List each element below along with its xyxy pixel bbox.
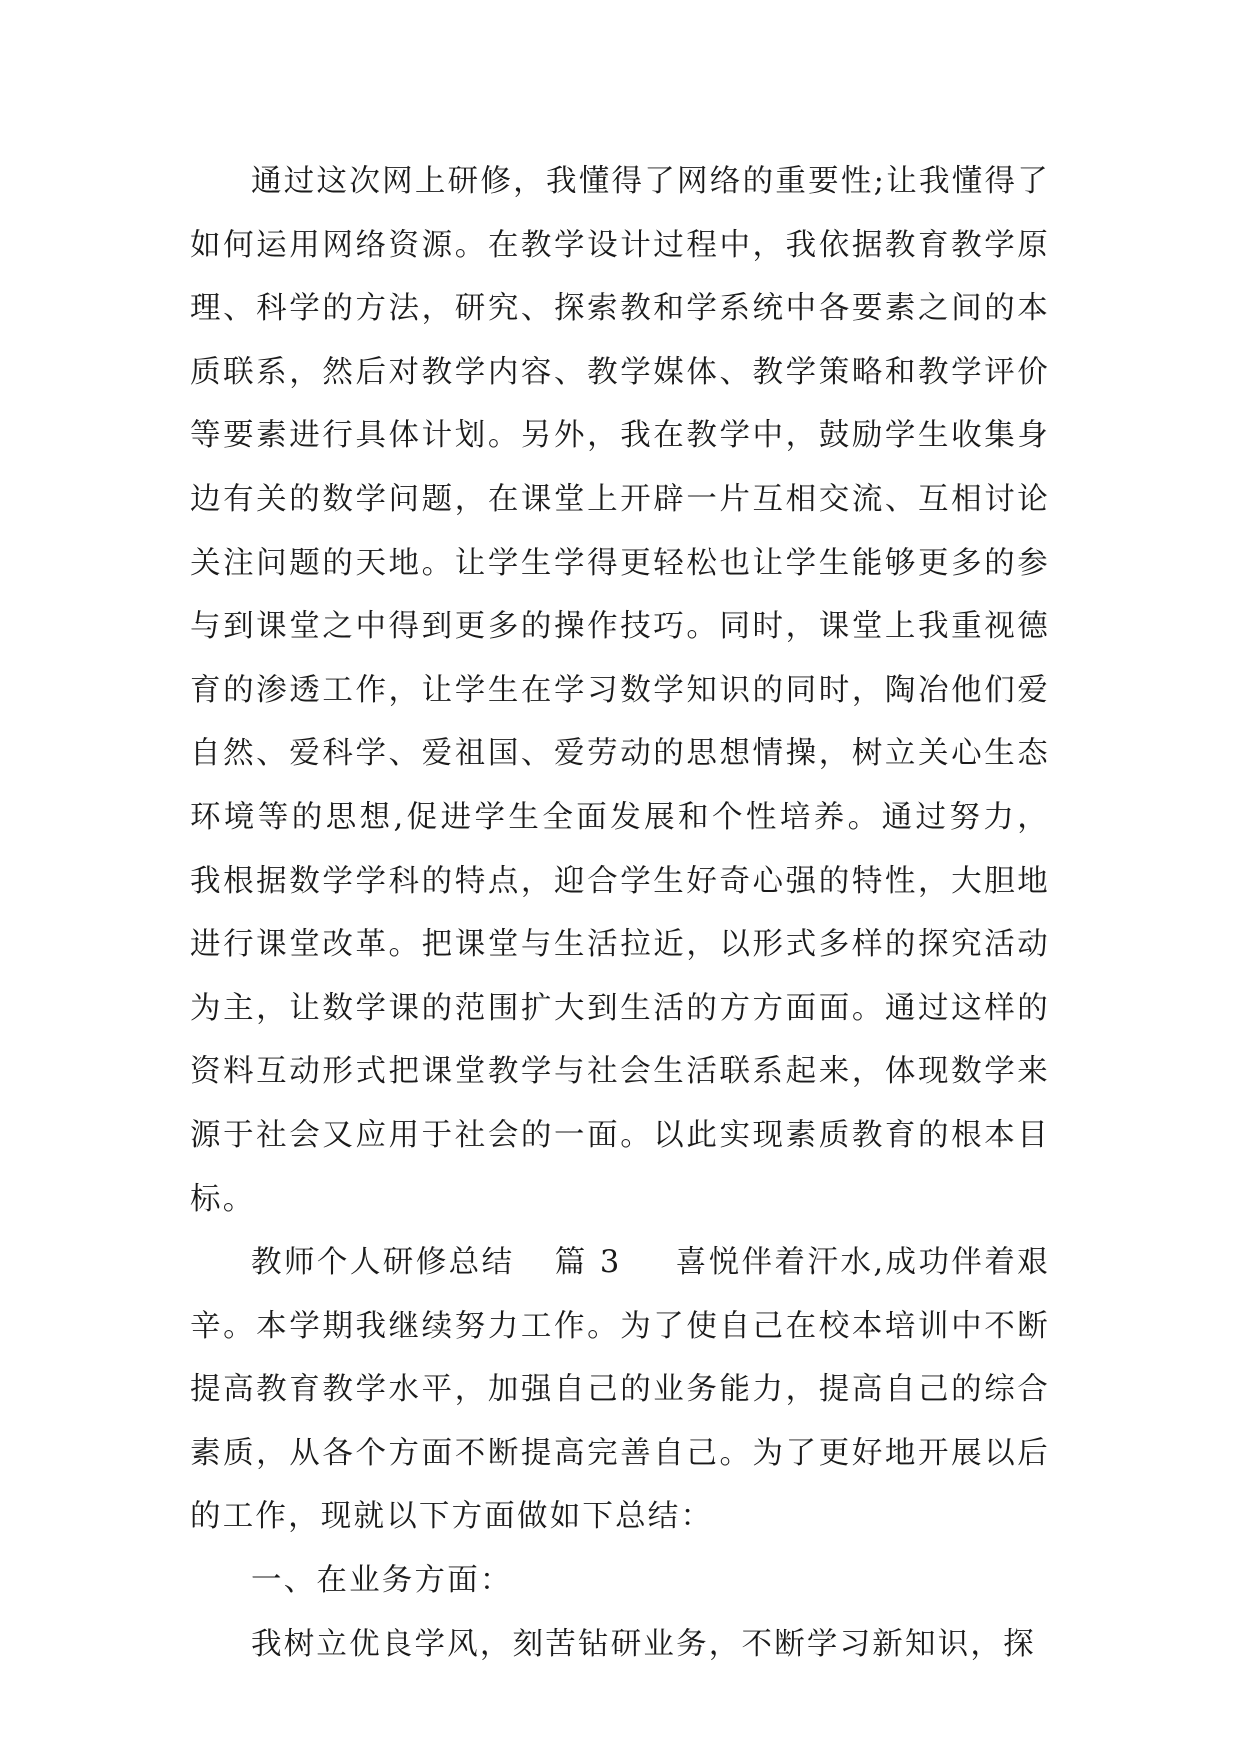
section-paragraph <box>190 1231 1050 1549</box>
body-paragraph-truncated: 我树立优良学风，刻苦钻研业务，不断学习新知识，探 <box>251 1626 1036 1662</box>
section-body: 喜悦伴着汗水,成功伴着艰辛。本学期我继续努力工作。为了使自己在校本培训中不断提高教育教学水平，加强自己的业务能力，提高自己的综合素质，从各个方面不断提高完善自己。为了更好地开展以后的工作，现就以下方面做如下总结： <box>190 1245 1050 1535</box>
section-title: 教师个人研修总结 <box>251 1245 515 1281</box>
document-page <box>190 150 1050 1676</box>
heading-business: 一、在业务方面： <box>251 1563 513 1599</box>
section-number: 篇 3 <box>554 1245 622 1281</box>
body-paragraph: 通过这次网上研修，我懂得了网络的重要性;让我懂得了如何运用网络资源。在教学设计过程中，我依据教育教学原理、科学的方法，研究、探索教和学系统中各要素之间的本质联系，然后对教学内容、教学媒体、教学策略和教学评价等要素进行具体计划。另外，我在教学中，鼓励学生收集身边有关的数学问题，在课堂上开辟一片互相交流、互相讨论关注问题的天地。让学生学得更轻松也让学生能够更多的参与到课堂之中得到更多的操作技巧。同时，课堂上我重视德育的渗透工作，让学生在学习数学知识的同时，陶冶他们爱自然、爱科学、爱祖国、爱劳动的思想情操，树立关心生态环境等的思想,促进学生全面发展和个性培养。通过努力，我根据数学学科的特点，迎合学生好奇心强的特性，大胆地进行课堂改革。把课堂与生活拉近，以形式多样的探究活动为主，让数学课的范围扩大到生活的方方面面。通过这样的资料互动形式把课堂教学与社会生活联系起来，体现数学来源于社会又应用于社会的一面。以此实现素质教育的根本目标。 <box>190 164 1050 1217</box>
